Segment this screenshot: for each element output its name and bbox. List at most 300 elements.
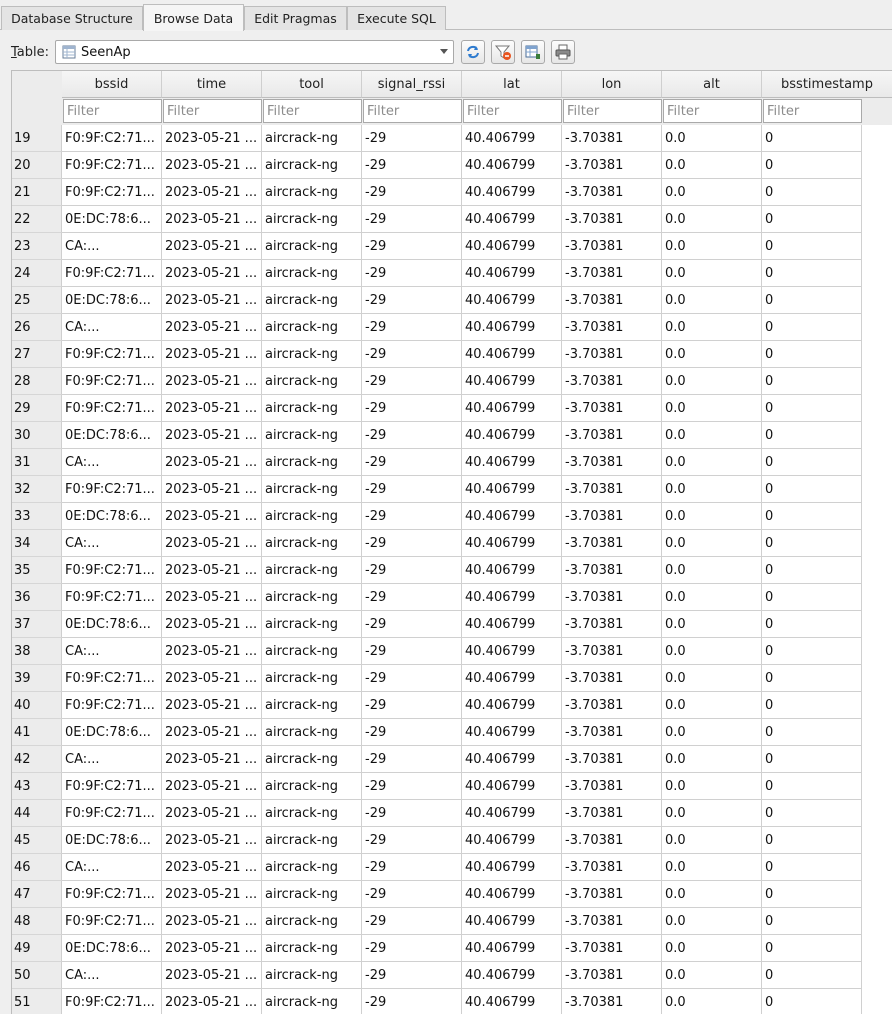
filter-input-lat[interactable] [463,99,562,123]
table-row[interactable] [12,422,863,449]
table-row[interactable] [12,584,863,611]
table-row[interactable] [12,314,863,341]
tab-execute-sql[interactable]: Execute SQL [347,6,446,30]
cell-signal-rssi[interactable]: -29 [362,611,462,638]
cell-time[interactable]: 2023-05-21 ... [162,773,262,800]
cell-time[interactable]: 2023-05-21 ... [162,827,262,854]
cell-tool[interactable]: aircrack-ng [262,233,362,260]
cell-bsstimestamp[interactable]: 0 [762,827,862,854]
row-number[interactable]: 37 [12,611,62,638]
cell-tool[interactable]: aircrack-ng [262,476,362,503]
cell-alt[interactable]: 0.0 [662,287,762,314]
cell-bsstimestamp[interactable]: 0 [762,314,862,341]
cell-lon[interactable]: -3.70381 [562,854,662,881]
cell-lat[interactable]: 40.406799 [462,665,562,692]
cell-alt[interactable]: 0.0 [662,557,762,584]
cell-tool[interactable]: aircrack-ng [262,557,362,584]
cell-signal-rssi[interactable]: -29 [362,125,462,152]
table-row[interactable] [12,368,863,395]
table-row[interactable] [12,152,863,179]
tab-browse-data[interactable]: Browse Data [143,4,244,31]
cell-bssid[interactable]: F0:9F:C2:71... [62,800,162,827]
cell-bsstimestamp[interactable]: 0 [762,557,862,584]
cell-signal-rssi[interactable]: -29 [362,530,462,557]
cell-lon[interactable]: -3.70381 [562,368,662,395]
cell-lat[interactable]: 40.406799 [462,395,562,422]
table-row[interactable] [12,854,863,881]
cell-bssid[interactable]: CA:... [62,530,162,557]
cell-signal-rssi[interactable]: -29 [362,395,462,422]
cell-lat[interactable]: 40.406799 [462,476,562,503]
cell-lon[interactable]: -3.70381 [562,719,662,746]
cell-bssid[interactable]: F0:9F:C2:71... [62,125,162,152]
cell-bssid[interactable]: F0:9F:C2:71... [62,908,162,935]
cell-alt[interactable]: 0.0 [662,314,762,341]
filter-input-lon[interactable] [563,99,662,123]
row-number[interactable]: 42 [12,746,62,773]
cell-signal-rssi[interactable]: -29 [362,773,462,800]
cell-bsstimestamp[interactable]: 0 [762,260,862,287]
cell-time[interactable]: 2023-05-21 ... [162,260,262,287]
row-number[interactable]: 30 [12,422,62,449]
cell-tool[interactable]: aircrack-ng [262,206,362,233]
cell-lat[interactable]: 40.406799 [462,422,562,449]
cell-time[interactable]: 2023-05-21 ... [162,368,262,395]
cell-bssid[interactable]: F0:9F:C2:71... [62,179,162,206]
cell-tool[interactable]: aircrack-ng [262,503,362,530]
cell-bssid[interactable]: 0E:DC:78:6... [62,503,162,530]
cell-lat[interactable]: 40.406799 [462,125,562,152]
table-row[interactable] [12,449,863,476]
cell-lat[interactable]: 40.406799 [462,692,562,719]
tab-edit-pragmas[interactable]: Edit Pragmas [244,6,347,30]
cell-lon[interactable]: -3.70381 [562,395,662,422]
cell-bssid[interactable]: F0:9F:C2:71... [62,989,162,1014]
cell-signal-rssi[interactable]: -29 [362,233,462,260]
cell-signal-rssi[interactable]: -29 [362,314,462,341]
cell-lat[interactable]: 40.406799 [462,233,562,260]
cell-signal-rssi[interactable]: -29 [362,584,462,611]
cell-signal-rssi[interactable]: -29 [362,719,462,746]
row-number[interactable]: 45 [12,827,62,854]
tab-database-structure[interactable]: Database Structure [1,6,143,30]
cell-time[interactable]: 2023-05-21 ... [162,692,262,719]
column-header-alt[interactable]: alt [662,71,762,98]
table-row[interactable] [12,962,863,989]
cell-lon[interactable]: -3.70381 [562,800,662,827]
cell-tool[interactable]: aircrack-ng [262,584,362,611]
cell-tool[interactable]: aircrack-ng [262,287,362,314]
cell-time[interactable]: 2023-05-21 ... [162,206,262,233]
cell-time[interactable]: 2023-05-21 ... [162,341,262,368]
cell-signal-rssi[interactable]: -29 [362,449,462,476]
cell-lon[interactable]: -3.70381 [562,584,662,611]
cell-tool[interactable]: aircrack-ng [262,395,362,422]
cell-time[interactable]: 2023-05-21 ... [162,422,262,449]
cell-tool[interactable]: aircrack-ng [262,962,362,989]
table-row[interactable] [12,827,863,854]
row-number[interactable]: 43 [12,773,62,800]
cell-bssid[interactable]: F0:9F:C2:71... [62,584,162,611]
cell-lat[interactable]: 40.406799 [462,179,562,206]
filter-input-tool[interactable] [263,99,362,123]
row-number[interactable]: 23 [12,233,62,260]
cell-time[interactable]: 2023-05-21 ... [162,152,262,179]
filter-input-signal-rssi[interactable] [363,99,462,123]
row-number[interactable]: 41 [12,719,62,746]
table-row[interactable] [12,935,863,962]
cell-bsstimestamp[interactable]: 0 [762,989,862,1014]
cell-time[interactable]: 2023-05-21 ... [162,449,262,476]
table-row[interactable] [12,530,863,557]
cell-bsstimestamp[interactable]: 0 [762,206,862,233]
cell-alt[interactable]: 0.0 [662,908,762,935]
cell-alt[interactable]: 0.0 [662,746,762,773]
column-header-bssid[interactable]: bssid [62,71,162,98]
cell-lat[interactable]: 40.406799 [462,611,562,638]
cell-alt[interactable]: 0.0 [662,206,762,233]
cell-bsstimestamp[interactable]: 0 [762,962,862,989]
cell-signal-rssi[interactable]: -29 [362,179,462,206]
cell-time[interactable]: 2023-05-21 ... [162,314,262,341]
cell-tool[interactable]: aircrack-ng [262,746,362,773]
cell-time[interactable]: 2023-05-21 ... [162,179,262,206]
cell-bsstimestamp[interactable]: 0 [762,611,862,638]
cell-time[interactable]: 2023-05-21 ... [162,989,262,1014]
cell-time[interactable]: 2023-05-21 ... [162,746,262,773]
cell-signal-rssi[interactable]: -29 [362,341,462,368]
cell-lat[interactable]: 40.406799 [462,152,562,179]
cell-lat[interactable]: 40.406799 [462,206,562,233]
cell-signal-rssi[interactable]: -29 [362,800,462,827]
cell-signal-rssi[interactable]: -29 [362,422,462,449]
cell-tool[interactable]: aircrack-ng [262,692,362,719]
cell-alt[interactable]: 0.0 [662,449,762,476]
cell-bsstimestamp[interactable]: 0 [762,908,862,935]
table-row[interactable] [12,773,863,800]
table-row[interactable] [12,503,863,530]
cell-signal-rssi[interactable]: -29 [362,854,462,881]
cell-lat[interactable]: 40.406799 [462,827,562,854]
cell-alt[interactable]: 0.0 [662,611,762,638]
cell-lon[interactable]: -3.70381 [562,179,662,206]
cell-time[interactable]: 2023-05-21 ... [162,530,262,557]
cell-time[interactable]: 2023-05-21 ... [162,908,262,935]
cell-lat[interactable]: 40.406799 [462,314,562,341]
cell-alt[interactable]: 0.0 [662,665,762,692]
cell-bsstimestamp[interactable]: 0 [762,503,862,530]
cell-alt[interactable]: 0.0 [662,503,762,530]
cell-signal-rssi[interactable]: -29 [362,287,462,314]
cell-time[interactable]: 2023-05-21 ... [162,557,262,584]
row-number[interactable]: 50 [12,962,62,989]
filter-input-time[interactable] [163,99,262,123]
table-row[interactable] [12,908,863,935]
cell-bsstimestamp[interactable]: 0 [762,773,862,800]
table-select[interactable] [55,40,454,64]
cell-signal-rssi[interactable]: -29 [362,935,462,962]
cell-bssid[interactable]: F0:9F:C2:71... [62,260,162,287]
row-number[interactable]: 49 [12,935,62,962]
cell-bssid[interactable]: F0:9F:C2:71... [62,341,162,368]
row-number[interactable]: 48 [12,908,62,935]
cell-lat[interactable]: 40.406799 [462,746,562,773]
cell-bsstimestamp[interactable]: 0 [762,665,862,692]
cell-time[interactable]: 2023-05-21 ... [162,395,262,422]
cell-lat[interactable]: 40.406799 [462,449,562,476]
cell-lon[interactable]: -3.70381 [562,152,662,179]
column-header-tool[interactable]: tool [262,71,362,98]
cell-signal-rssi[interactable]: -29 [362,962,462,989]
cell-bssid[interactable]: F0:9F:C2:71... [62,665,162,692]
cell-bsstimestamp[interactable]: 0 [762,881,862,908]
cell-lat[interactable]: 40.406799 [462,638,562,665]
cell-bsstimestamp[interactable]: 0 [762,287,862,314]
cell-alt[interactable]: 0.0 [662,881,762,908]
cell-signal-rssi[interactable]: -29 [362,692,462,719]
cell-bsstimestamp[interactable]: 0 [762,476,862,503]
cell-lon[interactable]: -3.70381 [562,476,662,503]
cell-bsstimestamp[interactable]: 0 [762,746,862,773]
cell-time[interactable]: 2023-05-21 ... [162,476,262,503]
row-number[interactable]: 32 [12,476,62,503]
table-row[interactable] [12,692,863,719]
cell-signal-rssi[interactable]: -29 [362,665,462,692]
cell-lon[interactable]: -3.70381 [562,908,662,935]
cell-bssid[interactable]: 0E:DC:78:6... [62,206,162,233]
row-number[interactable]: 19 [12,125,62,152]
cell-alt[interactable]: 0.0 [662,854,762,881]
cell-lat[interactable]: 40.406799 [462,503,562,530]
cell-tool[interactable]: aircrack-ng [262,638,362,665]
cell-time[interactable]: 2023-05-21 ... [162,233,262,260]
cell-lon[interactable]: -3.70381 [562,665,662,692]
cell-bssid[interactable]: CA:... [62,449,162,476]
cell-alt[interactable]: 0.0 [662,341,762,368]
row-number[interactable]: 51 [12,989,62,1014]
cell-bsstimestamp[interactable]: 0 [762,152,862,179]
row-number[interactable]: 33 [12,503,62,530]
cell-time[interactable]: 2023-05-21 ... [162,638,262,665]
cell-bsstimestamp[interactable]: 0 [762,584,862,611]
cell-bssid[interactable]: F0:9F:C2:71... [62,692,162,719]
row-number[interactable]: 28 [12,368,62,395]
cell-bssid[interactable]: 0E:DC:78:6... [62,935,162,962]
row-number[interactable]: 39 [12,665,62,692]
cell-bssid[interactable]: 0E:DC:78:6... [62,719,162,746]
cell-lat[interactable]: 40.406799 [462,908,562,935]
cell-signal-rssi[interactable]: -29 [362,989,462,1014]
cell-lat[interactable]: 40.406799 [462,368,562,395]
cell-lat[interactable]: 40.406799 [462,962,562,989]
cell-tool[interactable]: aircrack-ng [262,341,362,368]
cell-bsstimestamp[interactable]: 0 [762,719,862,746]
cell-bssid[interactable]: CA:... [62,746,162,773]
cell-lon[interactable]: -3.70381 [562,692,662,719]
cell-lon[interactable]: -3.70381 [562,935,662,962]
row-number[interactable]: 24 [12,260,62,287]
cell-bsstimestamp[interactable]: 0 [762,179,862,206]
cell-lon[interactable]: -3.70381 [562,962,662,989]
cell-bssid[interactable]: CA:... [62,233,162,260]
cell-bssid[interactable]: F0:9F:C2:71... [62,368,162,395]
cell-alt[interactable]: 0.0 [662,422,762,449]
column-header-time[interactable]: time [162,71,262,98]
cell-time[interactable]: 2023-05-21 ... [162,503,262,530]
cell-signal-rssi[interactable]: -29 [362,827,462,854]
filter-input-bssid[interactable] [63,99,162,123]
cell-signal-rssi[interactable]: -29 [362,260,462,287]
cell-time[interactable]: 2023-05-21 ... [162,125,262,152]
cell-signal-rssi[interactable]: -29 [362,476,462,503]
cell-bsstimestamp[interactable]: 0 [762,368,862,395]
cell-tool[interactable]: aircrack-ng [262,665,362,692]
cell-tool[interactable]: aircrack-ng [262,179,362,206]
cell-alt[interactable]: 0.0 [662,935,762,962]
cell-time[interactable]: 2023-05-21 ... [162,287,262,314]
cell-bsstimestamp[interactable]: 0 [762,341,862,368]
cell-time[interactable]: 2023-05-21 ... [162,854,262,881]
row-number[interactable]: 22 [12,206,62,233]
cell-lat[interactable]: 40.406799 [462,854,562,881]
row-number[interactable]: 25 [12,287,62,314]
table-row[interactable] [12,179,863,206]
row-number[interactable]: 20 [12,152,62,179]
cell-lon[interactable]: -3.70381 [562,260,662,287]
cell-bssid[interactable]: CA:... [62,638,162,665]
cell-lon[interactable]: -3.70381 [562,341,662,368]
row-number[interactable]: 44 [12,800,62,827]
row-number[interactable]: 34 [12,530,62,557]
cell-lat[interactable]: 40.406799 [462,530,562,557]
row-number[interactable]: 26 [12,314,62,341]
cell-bsstimestamp[interactable]: 0 [762,854,862,881]
cell-lat[interactable]: 40.406799 [462,719,562,746]
row-number[interactable]: 31 [12,449,62,476]
cell-tool[interactable]: aircrack-ng [262,827,362,854]
table-row[interactable] [12,638,863,665]
cell-tool[interactable]: aircrack-ng [262,989,362,1014]
cell-bsstimestamp[interactable]: 0 [762,530,862,557]
refresh-button[interactable] [461,40,485,64]
row-number[interactable]: 47 [12,881,62,908]
cell-lat[interactable]: 40.406799 [462,881,562,908]
table-row[interactable] [12,260,863,287]
cell-signal-rssi[interactable]: -29 [362,557,462,584]
cell-bsstimestamp[interactable]: 0 [762,800,862,827]
row-number[interactable]: 29 [12,395,62,422]
cell-bsstimestamp[interactable]: 0 [762,125,862,152]
cell-bsstimestamp[interactable]: 0 [762,638,862,665]
column-header-lon[interactable]: lon [562,71,662,98]
cell-bssid[interactable]: 0E:DC:78:6... [62,422,162,449]
cell-time[interactable]: 2023-05-21 ... [162,611,262,638]
cell-alt[interactable]: 0.0 [662,692,762,719]
cell-tool[interactable]: aircrack-ng [262,881,362,908]
table-row[interactable] [12,557,863,584]
cell-alt[interactable]: 0.0 [662,233,762,260]
cell-signal-rssi[interactable]: -29 [362,746,462,773]
cell-alt[interactable]: 0.0 [662,800,762,827]
cell-tool[interactable]: aircrack-ng [262,935,362,962]
cell-bsstimestamp[interactable]: 0 [762,395,862,422]
cell-alt[interactable]: 0.0 [662,152,762,179]
cell-lon[interactable]: -3.70381 [562,206,662,233]
cell-alt[interactable]: 0.0 [662,125,762,152]
cell-bsstimestamp[interactable]: 0 [762,233,862,260]
cell-lon[interactable]: -3.70381 [562,827,662,854]
table-row[interactable] [12,341,863,368]
cell-lat[interactable]: 40.406799 [462,935,562,962]
cell-lat[interactable]: 40.406799 [462,989,562,1014]
cell-tool[interactable]: aircrack-ng [262,800,362,827]
cell-signal-rssi[interactable]: -29 [362,152,462,179]
cell-alt[interactable]: 0.0 [662,395,762,422]
cell-lat[interactable]: 40.406799 [462,584,562,611]
cell-tool[interactable]: aircrack-ng [262,314,362,341]
cell-alt[interactable]: 0.0 [662,989,762,1014]
cell-bsstimestamp[interactable]: 0 [762,422,862,449]
cell-lon[interactable]: -3.70381 [562,530,662,557]
cell-lon[interactable]: -3.70381 [562,287,662,314]
table-row[interactable] [12,125,863,152]
cell-tool[interactable]: aircrack-ng [262,152,362,179]
clear-filters-button[interactable] [491,40,515,64]
cell-alt[interactable]: 0.0 [662,827,762,854]
table-row[interactable] [12,206,863,233]
cell-lon[interactable]: -3.70381 [562,611,662,638]
cell-alt[interactable]: 0.0 [662,368,762,395]
row-number[interactable]: 36 [12,584,62,611]
cell-lat[interactable]: 40.406799 [462,287,562,314]
cell-tool[interactable]: aircrack-ng [262,854,362,881]
cell-lon[interactable]: -3.70381 [562,881,662,908]
table-row[interactable] [12,800,863,827]
cell-alt[interactable]: 0.0 [662,962,762,989]
table-row[interactable] [12,746,863,773]
column-header-bsstimestamp[interactable]: bsstimestamp [762,71,892,98]
table-row[interactable] [12,665,863,692]
cell-lon[interactable]: -3.70381 [562,314,662,341]
cell-time[interactable]: 2023-05-21 ... [162,665,262,692]
cell-lon[interactable]: -3.70381 [562,989,662,1014]
cell-lon[interactable]: -3.70381 [562,233,662,260]
cell-lon[interactable]: -3.70381 [562,557,662,584]
filter-input-alt[interactable] [663,99,762,123]
column-header-signal-rssi[interactable]: signal_rssi [362,71,462,98]
cell-bsstimestamp[interactable]: 0 [762,449,862,476]
chevron-down-icon[interactable] [440,49,448,54]
table-row[interactable] [12,719,863,746]
row-number[interactable]: 46 [12,854,62,881]
row-number[interactable]: 38 [12,638,62,665]
table-row[interactable] [12,881,863,908]
cell-time[interactable]: 2023-05-21 ... [162,800,262,827]
cell-bssid[interactable]: F0:9F:C2:71... [62,152,162,179]
cell-lat[interactable]: 40.406799 [462,260,562,287]
cell-bssid[interactable]: CA:... [62,314,162,341]
table-row[interactable] [12,287,863,314]
cell-time[interactable]: 2023-05-21 ... [162,584,262,611]
cell-bssid[interactable]: 0E:DC:78:6... [62,827,162,854]
table-row[interactable] [12,233,863,260]
table-row[interactable] [12,395,863,422]
data-grid[interactable] [11,70,892,1014]
row-number[interactable]: 40 [12,692,62,719]
cell-bsstimestamp[interactable]: 0 [762,935,862,962]
cell-lon[interactable]: -3.70381 [562,746,662,773]
cell-lon[interactable]: -3.70381 [562,449,662,476]
